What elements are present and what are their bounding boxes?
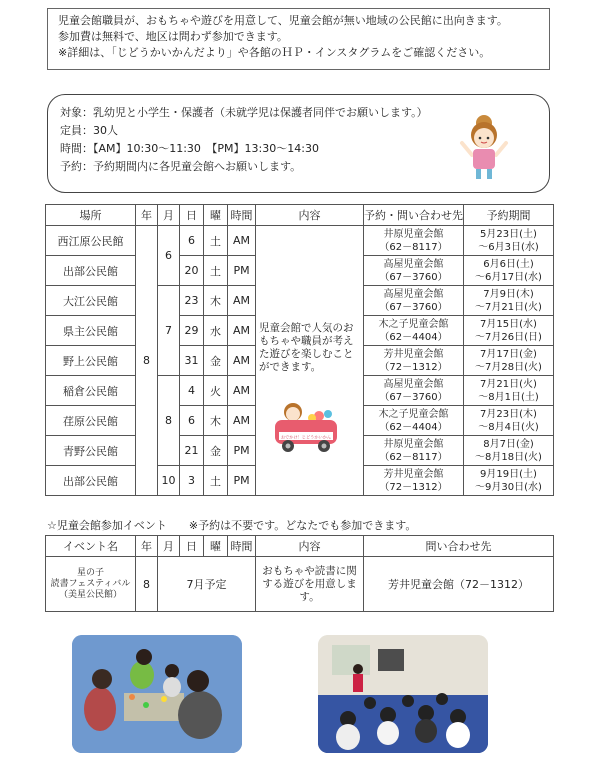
day-cell: 6 <box>180 226 204 256</box>
period-cell <box>464 226 554 256</box>
car-illustration <box>271 398 345 454</box>
time-cell: AM <box>228 316 256 346</box>
header-period: 予約期間 <box>464 205 554 226</box>
event-year-cell: 8 <box>136 557 158 612</box>
day-cell: 21 <box>180 436 204 466</box>
child-illustration <box>456 111 512 183</box>
header-year: 年 <box>136 205 158 226</box>
contact-tel: （67－3760） <box>379 301 448 313</box>
place-cell: 出部公民館 <box>46 466 136 496</box>
period-cell <box>464 286 554 316</box>
day-cell: 3 <box>180 466 204 496</box>
period-end: ～7月26日(日) <box>475 331 542 343</box>
contact-tel: （62－8117） <box>379 451 448 463</box>
header-time: 時間 <box>228 536 256 557</box>
period-start: 7月15日(水) <box>480 318 537 330</box>
day-cell: 23 <box>180 286 204 316</box>
target-text: 対象：乳幼児と小学生・保護者（未就学児は保護者同伴でお願いします。） <box>60 106 428 119</box>
table-row <box>46 557 554 612</box>
header-content: 内容 <box>256 205 364 226</box>
month-cell: 7 <box>158 286 180 376</box>
dow-cell: 土 <box>204 226 228 256</box>
contact-name: 木之子児童会館 <box>378 318 449 330</box>
header-contact: 問い合わせ先 <box>364 536 554 557</box>
period-cell <box>464 256 554 286</box>
dow-cell: 水 <box>204 316 228 346</box>
event-name-line-1: 星の子 <box>76 567 104 578</box>
header-time: 時間 <box>228 205 256 226</box>
header-place: 場所 <box>46 205 136 226</box>
period-start: 7月9日(木) <box>483 288 534 300</box>
place-cell: 青野公民館 <box>46 436 136 466</box>
time-cell: PM <box>228 256 256 286</box>
year-cell: 8 <box>136 226 158 496</box>
contact-name: 高屋児童会館 <box>383 378 444 390</box>
header-dow: 曜 <box>204 536 228 557</box>
photo-children-audience-art <box>318 635 488 753</box>
contact-tel: （67－3760） <box>379 271 448 283</box>
time-cell: PM <box>228 466 256 496</box>
contact-name: 高屋児童会館 <box>383 288 444 300</box>
content-text: 児童会館で人気のおもちゃや職員が考えた遊びを楽しむことができます。 <box>259 322 354 373</box>
place-cell: 野上公民館 <box>46 346 136 376</box>
header-month: 月 <box>158 536 180 557</box>
contact-tel: （62－4404） <box>379 421 448 433</box>
time-cell: AM <box>228 286 256 316</box>
contact-cell <box>364 316 464 346</box>
contact-name: 井原児童会館 <box>383 438 444 450</box>
place-cell: 大江公民館 <box>46 286 136 316</box>
dow-cell: 金 <box>204 436 228 466</box>
header-event-name: イベント名 <box>46 536 136 557</box>
photo-children-playing <box>72 635 242 753</box>
event-content-cell: おもちゃや読書に関する遊びを用意します。 <box>256 557 364 612</box>
period-start: 5月23日(土) <box>480 228 537 240</box>
contact-name: 木之子児童会館 <box>378 408 449 420</box>
intro-box <box>47 8 550 70</box>
header-year: 年 <box>136 536 158 557</box>
time-cell: AM <box>228 226 256 256</box>
day-cell: 4 <box>180 376 204 406</box>
dow-cell: 木 <box>204 406 228 436</box>
day-cell: 20 <box>180 256 204 286</box>
events-header-row <box>46 536 554 557</box>
photo-children-playing-art <box>72 635 242 753</box>
period-end: ～8月1日(土) <box>478 391 539 403</box>
place-cell: 西江原公民館 <box>46 226 136 256</box>
contact-tel: （62－4404） <box>379 331 448 343</box>
header-contact: 予約・問い合わせ先 <box>364 205 464 226</box>
place-cell: 出部公民館 <box>46 256 136 286</box>
contact-tel: （72－1312） <box>379 361 448 373</box>
contact-cell <box>364 226 464 256</box>
period-cell <box>464 346 554 376</box>
time-cell: AM <box>228 346 256 376</box>
dow-cell: 木 <box>204 286 228 316</box>
period-start: 7月17日(金) <box>480 348 537 360</box>
contact-tel: （67－3760） <box>379 391 448 403</box>
intro-line-1: 児童会館職員が、おもちゃや遊びを用意して、児童会館が無い地域の公民館に出向きます。 <box>58 14 508 27</box>
day-cell: 29 <box>180 316 204 346</box>
contact-name: 井原児童会館 <box>383 228 444 240</box>
period-start: 7月21日(火) <box>480 378 537 390</box>
period-end: ～7月21日(火) <box>475 301 542 313</box>
period-end: ～9月30日(水) <box>475 481 542 493</box>
period-end: ～6月3日(水) <box>478 241 539 253</box>
contact-cell <box>364 406 464 436</box>
events-table <box>45 535 554 612</box>
contact-cell <box>364 346 464 376</box>
month-cell: 8 <box>158 376 180 466</box>
period-end: ～6月17日(水) <box>475 271 542 283</box>
event-date-cell: 7月予定 <box>158 557 256 612</box>
period-start: 6月6日(土) <box>483 258 534 270</box>
time-cell: AM <box>228 406 256 436</box>
contact-cell <box>364 466 464 496</box>
contact-cell <box>364 376 464 406</box>
period-end: ～8月4日(火) <box>478 421 539 433</box>
car-sign-text: おでかけ！じどうかいかん <box>280 434 332 440</box>
period-cell <box>464 376 554 406</box>
period-end: ～7月28日(火) <box>475 361 542 373</box>
day-cell: 6 <box>180 406 204 436</box>
place-cell: 稲倉公民館 <box>46 376 136 406</box>
content-cell <box>256 226 364 496</box>
photo-children-audience <box>318 635 488 753</box>
event-name-line-2: 読書フェスティバル <box>50 578 131 589</box>
month-cell: 10 <box>158 466 180 496</box>
table-row <box>46 226 554 256</box>
reservation-text: 予約：予約期間内に各児童会館へお願いします。 <box>60 160 302 173</box>
contact-tel: （62－8117） <box>379 241 448 253</box>
place-cell: 県主公民館 <box>46 316 136 346</box>
event-contact-cell: 芳井児童会館（72－1312） <box>364 557 554 612</box>
dow-cell: 土 <box>204 256 228 286</box>
header-dow: 曜 <box>204 205 228 226</box>
intro-line-2: 参加費は無料で、地区は問わず参加できます。 <box>58 30 288 43</box>
dow-cell: 火 <box>204 376 228 406</box>
period-cell <box>464 316 554 346</box>
header-month: 月 <box>158 205 180 226</box>
schedule-header-row <box>46 205 554 226</box>
period-cell <box>464 436 554 466</box>
contact-name: 芳井児童会館 <box>383 468 444 480</box>
month-cell: 6 <box>158 226 180 286</box>
contact-cell <box>364 256 464 286</box>
intro-line-3: ※詳細は、「じどうかいかんだより」や各館のＨＰ・インスタグラムをご確認ください。 <box>58 46 491 59</box>
time-text: 時間：【AM】10:30～11:30 【PM】13:30～14:30 <box>60 142 319 155</box>
place-cell: 荏原公民館 <box>46 406 136 436</box>
period-start: 9月19日(土) <box>480 468 537 480</box>
event-name-line-3: （美星公民館） <box>58 589 122 600</box>
header-day: 日 <box>180 536 204 557</box>
period-end: ～8月18日(火) <box>475 451 542 463</box>
dow-cell: 金 <box>204 346 228 376</box>
time-cell: AM <box>228 376 256 406</box>
period-cell <box>464 406 554 436</box>
capacity-text: 定員：30人 <box>60 124 118 137</box>
schedule-table <box>45 204 554 496</box>
events-title: ☆児童会館参加イベント ※予約は不要です。どなたでも参加できます。 <box>47 519 417 532</box>
period-cell <box>464 466 554 496</box>
event-name-cell <box>46 557 136 612</box>
time-cell: PM <box>228 436 256 466</box>
contact-name: 高屋児童会館 <box>383 258 444 270</box>
contact-cell <box>364 286 464 316</box>
period-start: 8月7日(金) <box>483 438 534 450</box>
contact-tel: （72－1312） <box>379 481 448 493</box>
contact-cell <box>364 436 464 466</box>
header-day: 日 <box>180 205 204 226</box>
day-cell: 31 <box>180 346 204 376</box>
dow-cell: 土 <box>204 466 228 496</box>
period-start: 7月23日(木) <box>480 408 537 420</box>
contact-name: 芳井児童会館 <box>383 348 444 360</box>
header-content: 内容 <box>256 536 364 557</box>
